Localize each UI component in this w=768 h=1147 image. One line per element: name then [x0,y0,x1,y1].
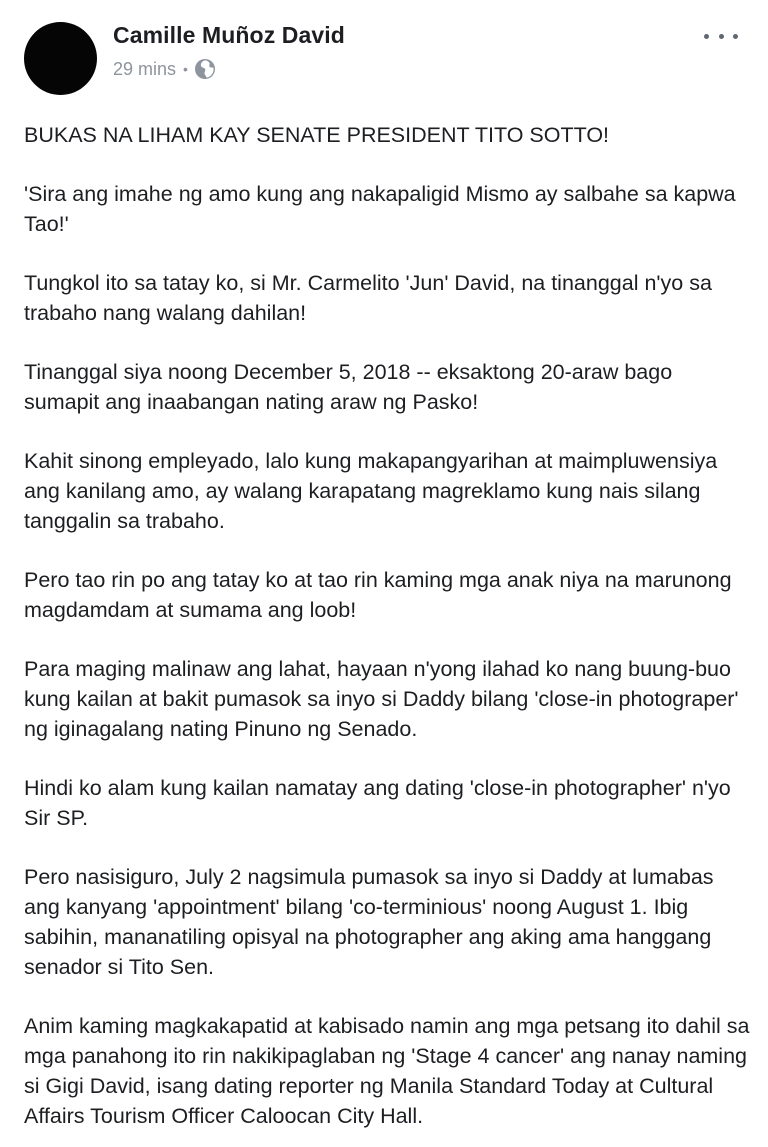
meta-separator: • [183,61,188,77]
post-header [0,0,768,100]
post-timestamp[interactable]: 29 mins [113,58,177,79]
author-name[interactable]: Camille Muñoz David [113,22,345,48]
post-paragraph: Hindi ko alam kung kailan namatay ang dating 'close-in photographer' n'yo Sir SP. [24,776,731,830]
post-meta [113,57,216,81]
more-options-icon[interactable] [704,26,738,46]
post-paragraph: Kahit sinong empleyado, lalo kung makapangyarihan at maimpluwensiya ang kanilang amo, ay walang karapatang magreklamo kung nais silang tanggalin sa trabaho. [24,449,718,533]
post-paragraph: Pero nasisiguro, July 2 nagsimula pumasok sa inyo si Daddy at lumabas ang kanyang 'appointment' bilang 'co-terminious' noong August 1. Ibig sabihin, mananatiling opisyal na photographer ang aking ama hanggang senador si Tito Sen. [24,865,714,979]
post-paragraph: Tinanggal siya noong December 5, 2018 -- eksaktong 20-araw bago sumapit ang inaabangan nating araw ng Pasko! [24,360,673,414]
post-paragraph: 'Sira ang imahe ng amo kung ang nakapaligid Mismo ay salbahe sa kapwa Tao!' [24,182,736,236]
post-paragraph: Para maging malinaw ang lahat, hayaan n'yong ilahad ko nang buung-buo kung kailan at bakit pumasok sa inyo si Daddy bilang 'close-in photograper' ng iginagalang nating Pinuno ng Senado. [24,657,739,741]
post-paragraph: Anim kaming magkakapatid at kabisado namin ang mga petsang ito dahil sa mga panahong ito rin nakikipaglaban ng 'Stage 4 cancer' ang nanay naming si Gigi David, isang dating reporter ng Manila Standard Today at Cultural Affairs Tourism Officer Caloocan City Hall. [24,1014,750,1128]
post-paragraph: BUKAS NA LIHAM KAY SENATE PRESIDENT TITO SOTTO! [24,123,610,147]
globe-icon[interactable] [194,58,216,80]
post-paragraph: Tungkol ito sa tatay ko, si Mr. Carmelito 'Jun' David, na tinanggal n'yo sa trabaho nang walang dahilan! [24,271,712,325]
post-body [24,120,752,1131]
post-paragraph: Pero tao rin po ang tatay ko at tao rin kaming mga anak niya na marunong magdamdam at sumama ang loob! [24,568,732,622]
avatar[interactable] [24,22,97,95]
